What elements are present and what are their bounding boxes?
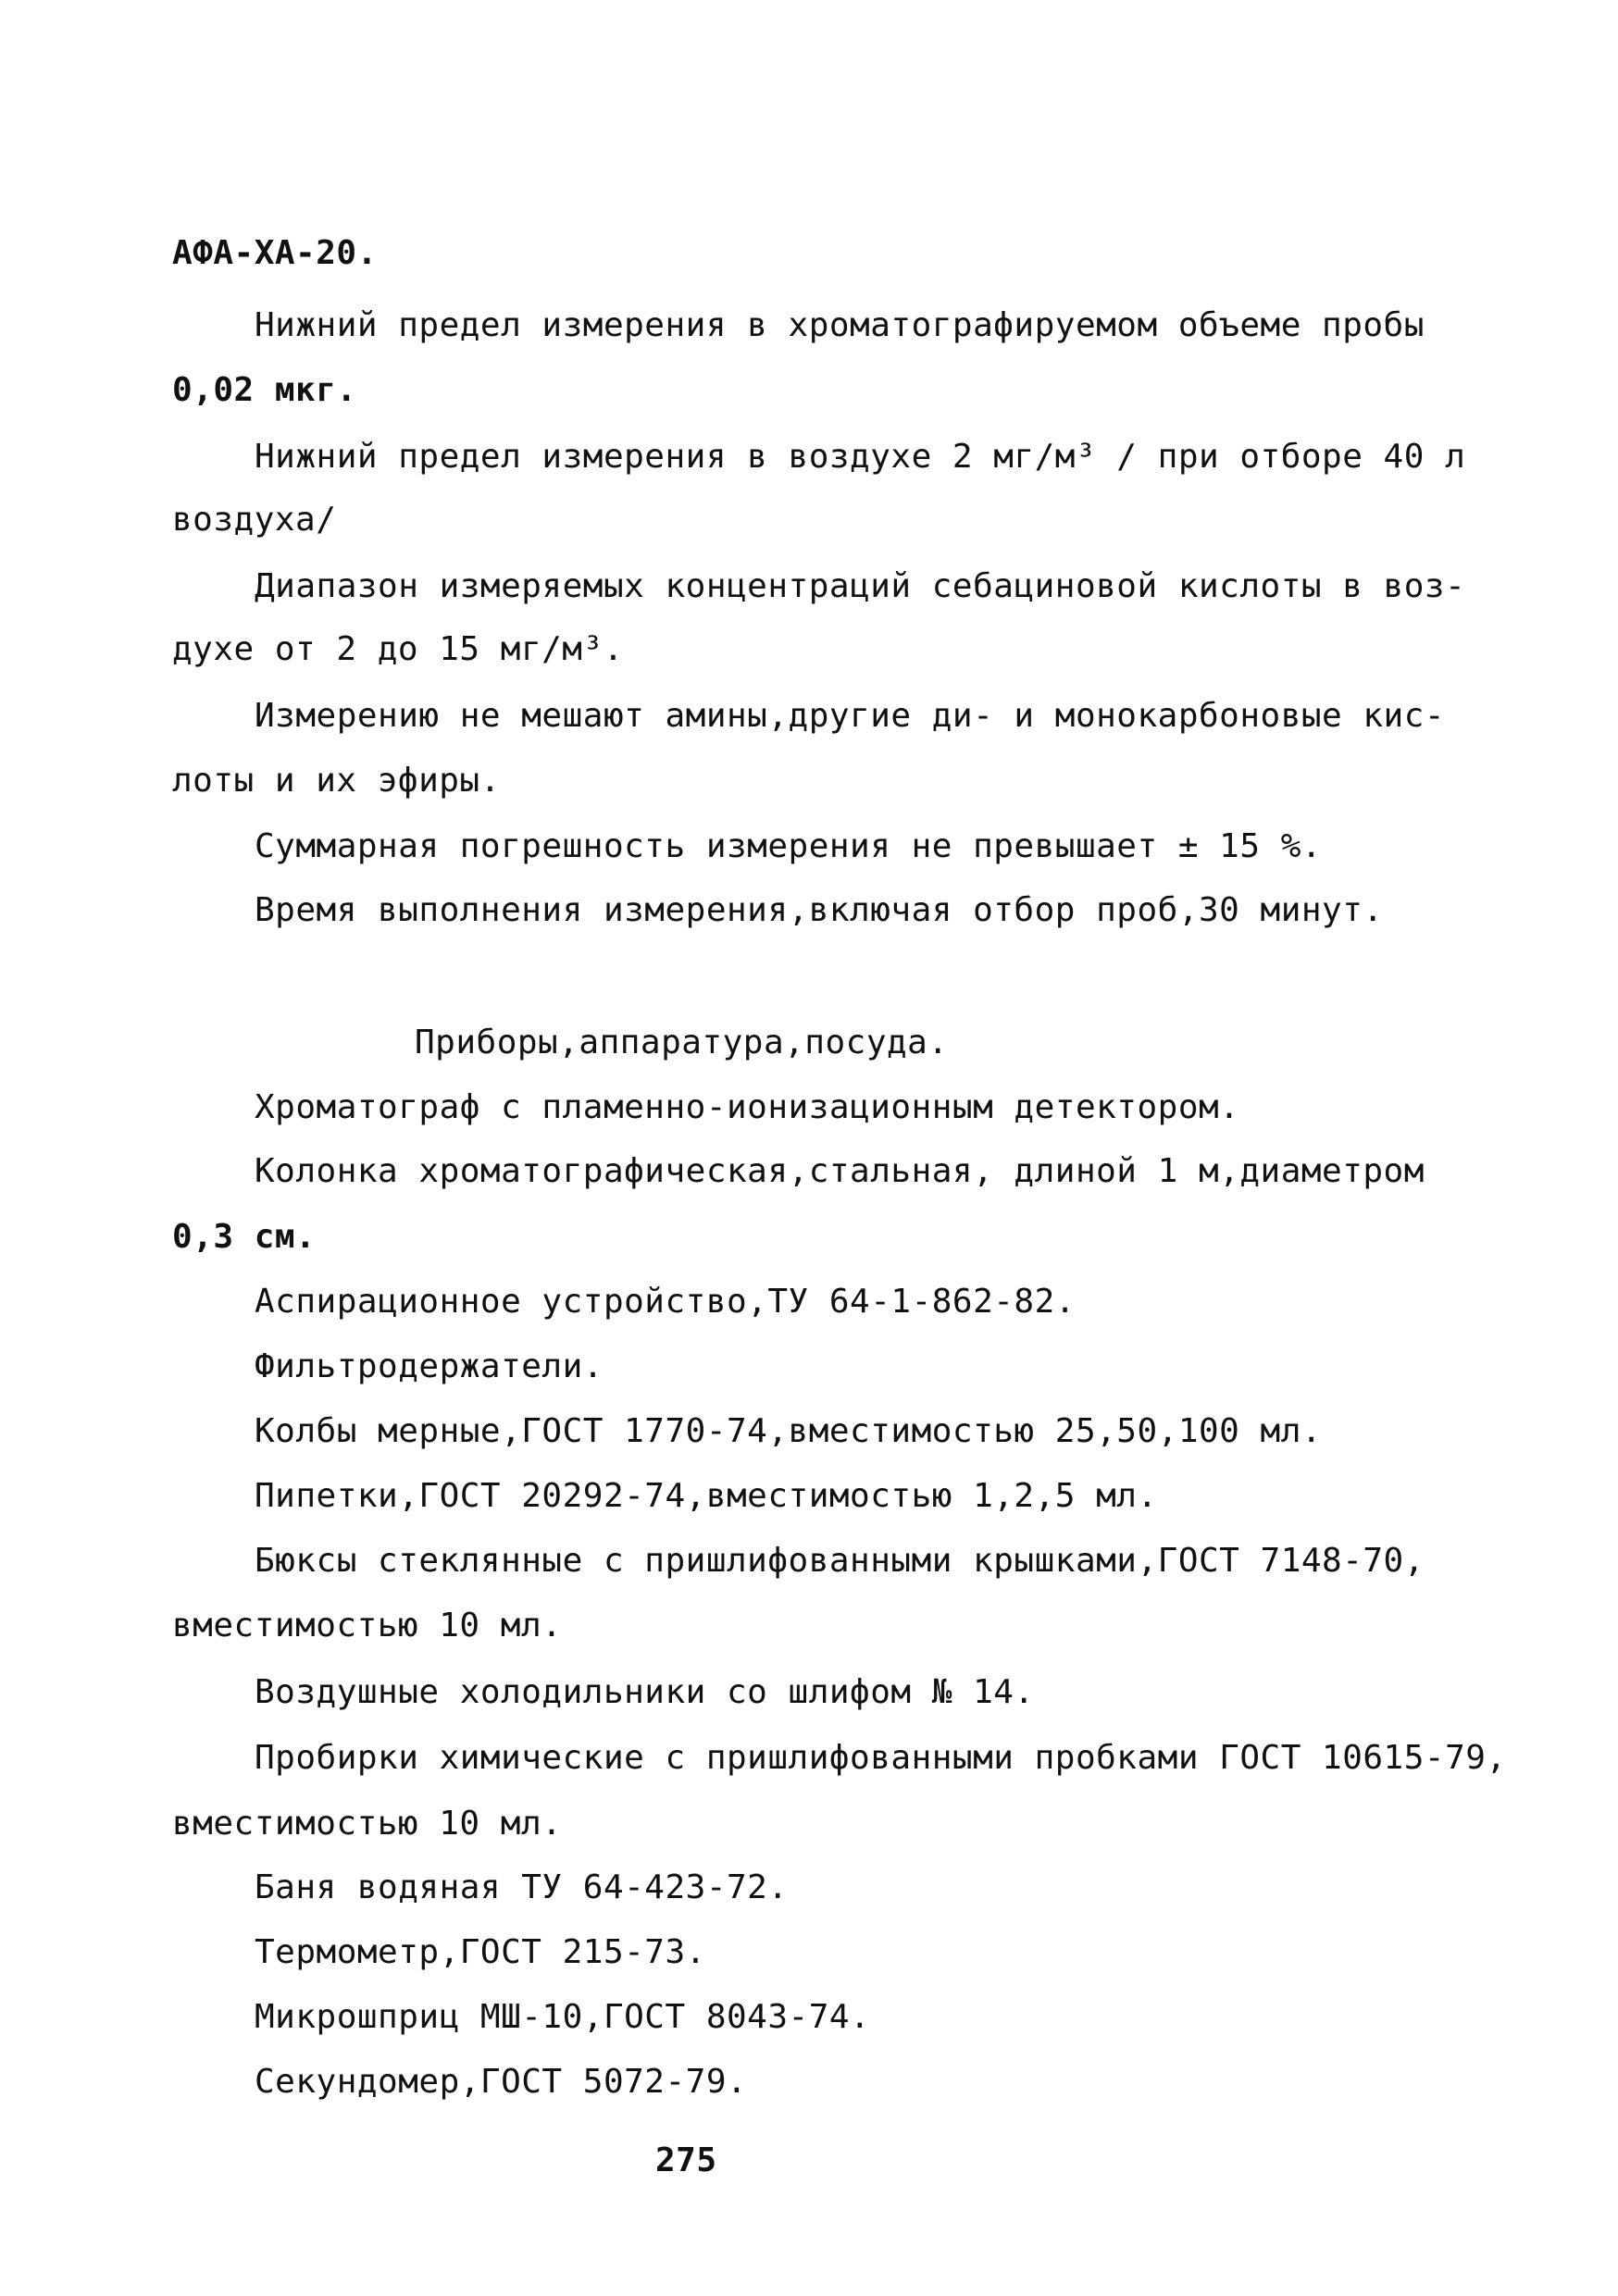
text-line-19: Пипетки,ГОСТ 20292-74,вместимостью 1,2,5 мл. [255, 1477, 1158, 1515]
text-line-23: Пробирки химические с пришлифованными пробками ГОСТ 10615-79, [255, 1739, 1507, 1777]
text-line-8: Измерению не мешают амины,другие ди- и монокарбоновые кис- [255, 697, 1446, 735]
text-line-5: воздуха/ [172, 501, 337, 539]
text-line-26: Термометр,ГОСТ 215-73. [255, 1933, 706, 1971]
text-line-1: АФА-ХА-20. [172, 234, 378, 272]
text-line-9: лоты и их эфиры. [172, 762, 501, 800]
text-line-4: Нижний предел измерения в воздухе 2 мг/м³ / при отборе 40 л [255, 438, 1466, 476]
text-line-17: Фильтродержатели. [255, 1347, 604, 1385]
text-line-3: 0,02 мкг. [172, 371, 357, 409]
text-line-16: Аспирационное устройство,ТУ 64-1-862-82. [255, 1283, 1076, 1321]
text-line-18: Колбы мерные,ГОСТ 1770-74,вместимостью 25,50,100 мл. [255, 1412, 1323, 1450]
section-heading: Приборы,аппаратура,посуда. [415, 1024, 949, 1061]
text-line-6: Диапазон измеряемых концентраций себациновой кислоты в воз- [255, 567, 1466, 605]
page-number: 275 [655, 2141, 717, 2179]
text-line-22: Воздушные холодильники со шлифом № 14. [255, 1673, 1035, 1711]
text-line-27: Микрошприц МШ-10,ГОСТ 8043-74. [255, 1998, 871, 2036]
text-line-28: Секундомер,ГОСТ 5072-79. [255, 2063, 748, 2101]
text-line-2: Нижний предел измерения в хроматографируемом объеме пробы [255, 306, 1425, 344]
text-line-7: духе от 2 до 15 мг/м³. [172, 630, 624, 668]
text-line-14: Колонка хроматографическая,стальная, длиной 1 м,диаметром [255, 1152, 1425, 1190]
text-line-10: Суммарная погрешность измерения не превышает ± 15 %. [255, 827, 1323, 865]
text-line-20: Бюксы стеклянные с пришлифованными крышками,ГОСТ 7148-70, [255, 1542, 1425, 1580]
text-line-24: вместимостью 10 мл. [172, 1805, 563, 1843]
text-line-13: Хроматограф с пламенно-ионизационным детектором. [255, 1088, 1240, 1126]
text-line-11: Время выполнения измерения,включая отбор проб,30 минут. [255, 891, 1384, 929]
text-line-15: 0,3 см. [172, 1218, 317, 1256]
text-line-21: вместимостью 10 мл. [172, 1607, 563, 1644]
text-line-25: Баня водяная ТУ 64-423-72. [255, 1868, 789, 1906]
